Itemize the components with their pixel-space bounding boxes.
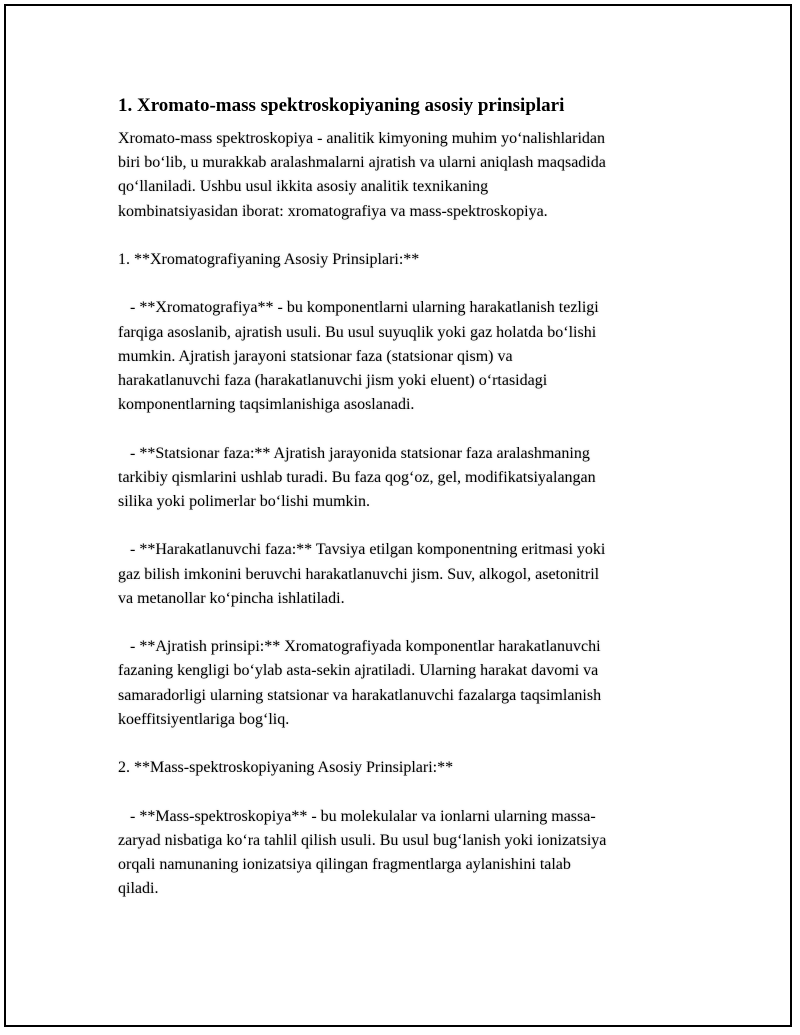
text-line: - **Mass-spektroskopiya** - bu molekulalar va ionlarni ularning massa- [118, 807, 596, 825]
text-line: farqiga asoslanib, ajratish usuli. Bu usul suyuqlik yoki gaz holatda boʻlishi [118, 323, 597, 341]
section-heading: 1. Xromato-mass spektroskopiyaning asosiy prinsiplari [118, 95, 565, 116]
text-line: Xromato-mass spektroskopiya - analitik kimyoning muhim yoʻnalishlaridan [118, 130, 606, 147]
paragraph [118, 442, 688, 515]
text-line: komponentlarning taqsimlanishiga asoslanadi. [118, 396, 415, 414]
text-line: - **Statsionar faza:** Ajratish jarayonida statsionar faza aralashmaning [118, 444, 590, 462]
text-line: va metanollar koʻpincha ishlatiladi. [118, 589, 345, 607]
paragraph [118, 756, 688, 780]
text-line: qiladi. [118, 880, 159, 898]
text-line: 2. **Mass-spektroskopiyaning Asosiy Prinsiplari:** [118, 759, 454, 777]
paragraph [118, 538, 688, 611]
paragraph-list [118, 127, 688, 901]
text-line: tarkibiy qismlarini ushlab turadi. Bu faza qogʻoz, gel, modifikatsiyalangan [118, 468, 596, 486]
text-line: samaradorligi ularning statsionar va harakatlanuvchi fazalarga taqsimlanish [118, 686, 602, 704]
text-line: - **Harakatlanuvchi faza:** Tavsiya etilgan komponentning eritmasi yoki [118, 541, 606, 559]
paragraph [118, 127, 688, 224]
text-line: mumkin. Ajratish jarayoni statsionar faza (statsionar qism) va [118, 347, 513, 365]
text-line: - **Ajratish prinsipi:** Xromatografiyada komponentlar harakatlanuvchi [118, 638, 601, 656]
paragraph [118, 635, 688, 732]
paragraph [118, 296, 688, 417]
text-line: koeffitsiyentlariga bogʻliq. [118, 710, 290, 728]
text-line: biri boʻlib, u murakkab aralashmalarni ajratish va ularni aniqlash maqsadida [118, 154, 606, 172]
text-line: zaryad nisbatiga koʻra tahlil qilish usuli. Bu usul bugʻlanish yoki ionizatsiya [118, 831, 607, 849]
text-line: kombinatsiyasidan iborat: xromatografiya va mass-spektroskopiya. [118, 202, 548, 220]
text-line: fazaning kengligi boʻylab asta-sekin ajratiladi. Ularning harakat davomi va [118, 662, 599, 680]
text-line: 1. **Xromatografiyaning Asosiy Prinsiplari:** [118, 251, 420, 268]
text-line: orqali namunaning ionizatsiya qilingan fragmentlarga aylanishini talab [118, 855, 571, 873]
text-line: qoʻllaniladi. Ushbu usul ikkita asosiy analitik texnikaning [118, 178, 489, 196]
paragraph [118, 248, 688, 272]
paragraph [118, 805, 688, 902]
text-line: harakatlanuvchi faza (harakatlanuvchi jism yoki eluent) oʻrtasidagi [118, 372, 548, 389]
text-line: gaz bilish imkonini beruvchi harakatlanuvchi jism. Suv, alkogol, asetonitril [118, 565, 600, 583]
text-line: silika yoki polimerlar boʻlishi mumkin. [118, 493, 370, 510]
document-body [118, 93, 688, 926]
text-line: - **Xromatografiya** - bu komponentlarni ularning harakatlanish tezligi [118, 299, 599, 317]
